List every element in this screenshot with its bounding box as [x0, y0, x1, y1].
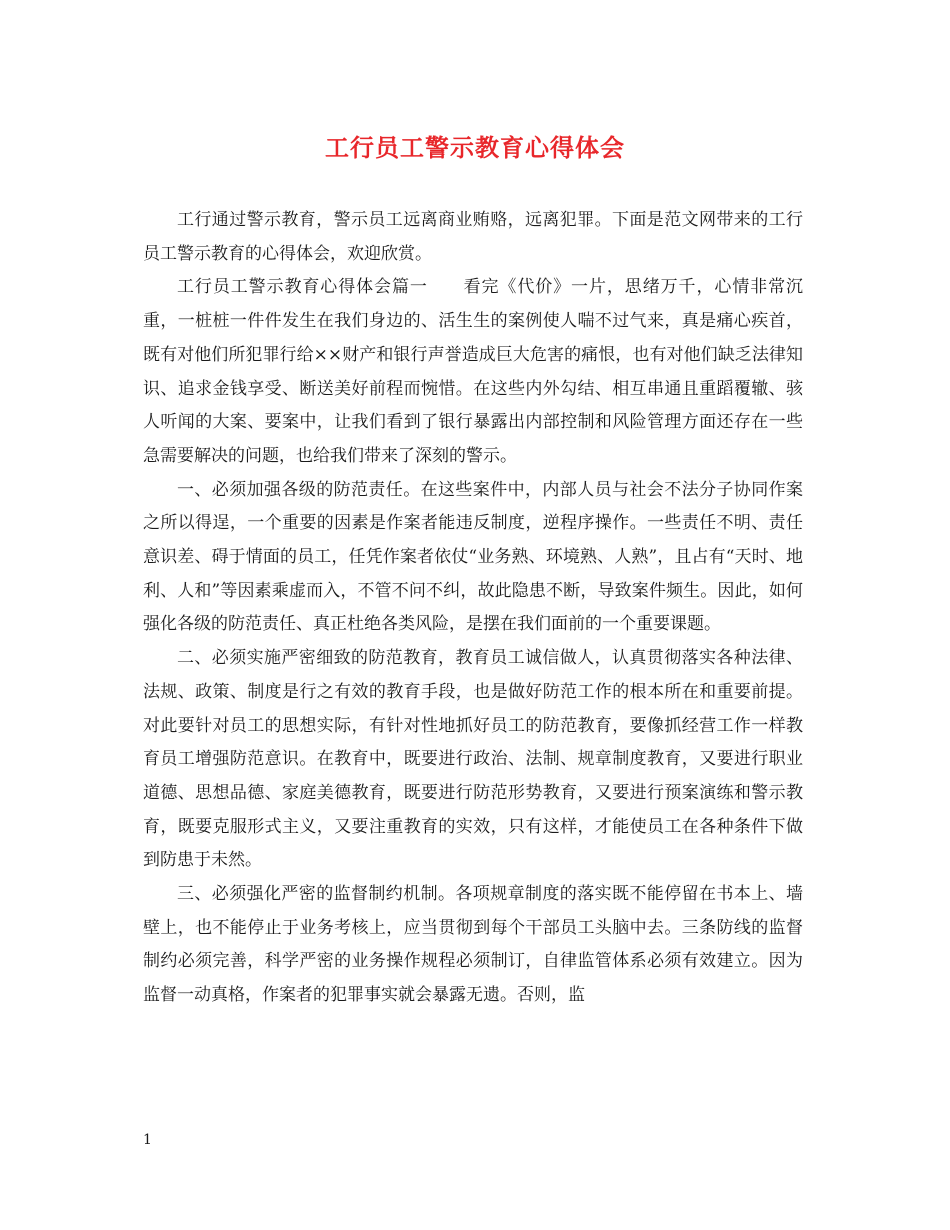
paragraph-part-one: 工行员工警示教育心得体会篇一 看完《代价》一片，思绪万千，心情非常沉重，一桩桩一件件发生在我们身边的、活生生的案例使人喘不过气来，真是痛心疾首，既有对他们所犯罪行给××财产和银行声誉造成巨大危害的痛恨，也有对他们缺乏法律知识、追求金钱享受、断送美好前程而惋惜。在这些内外勾结、相互串通且重蹈覆辙、骇人听闻的大案、要案中，让我们看到了银行暴露出内部控制和风险管理方面还存在一些急需要解决的问题，也给我们带来了深刻的警示。 — [143, 277, 803, 466]
paragraph-section-one: 一、必须加强各级的防范责任。在这些案件中，内部人员与社会不法分子协同作案之所以得逞，一个重要的因素是作案者能违反制度，逆程序操作。一些责任不明、责任意识差、碍于情面的员工，任凭作案者依仗“业务熟、环境熟、人熟”，且占有“天时、地利、人和”等因素乘虚而入，不管不问不纠，故此隐患不断，导致案件频生。因此，如何强化各级的防范责任、真正杜绝各类风险，是摆在我们面前的一个重要课题。 — [143, 479, 803, 635]
paragraph-section-two: 二、必须实施严密细致的防范教育，教育员工诚信做人，认真贯彻落实各种法律、法规、政策、制度是行之有效的教育手段，也是做好防范工作的根本所在和重要前提。对此要针对员工的思想实际，有针对性地抓好员工的防范教育，要像抓经营工作一样教育员工增强防范意识。在教育中，既要进行政治、法制、规章制度教育，又要进行职业道德、思想品德、家庭美德教育，既要进行防范形势教育，又要进行预案演练和警示教育，既要克服形式主义，又要注重教育的实效，只有这样，才能使员工在各种条件下做到防患于未然。 — [143, 648, 803, 871]
document-title: 工行员工警示教育心得体会 — [325, 133, 625, 162]
document-body — [143, 204, 803, 1013]
paragraph-intro: 工行通过警示教育，警示员工远离商业贿赂，远离犯罪。下面是范文网带来的工行员工警示教育的心得体会，欢迎欣赏。 — [143, 210, 803, 264]
page-number: 1 — [143, 1132, 152, 1148]
paragraph-section-three: 三、必须强化严密的监督制约机制。各项规章制度的落实既不能停留在书本上、墙壁上，也不能停止于业务考核上，应当贯彻到每个干部员工头脑中去。三条防线的监督制约必须完善，科学严密的业务操作规程必须制订，自律监管体系必须有效建立。因为监督一动真格，作案者的犯罪事实就会暴露无遗。否则，监 — [143, 884, 803, 1006]
